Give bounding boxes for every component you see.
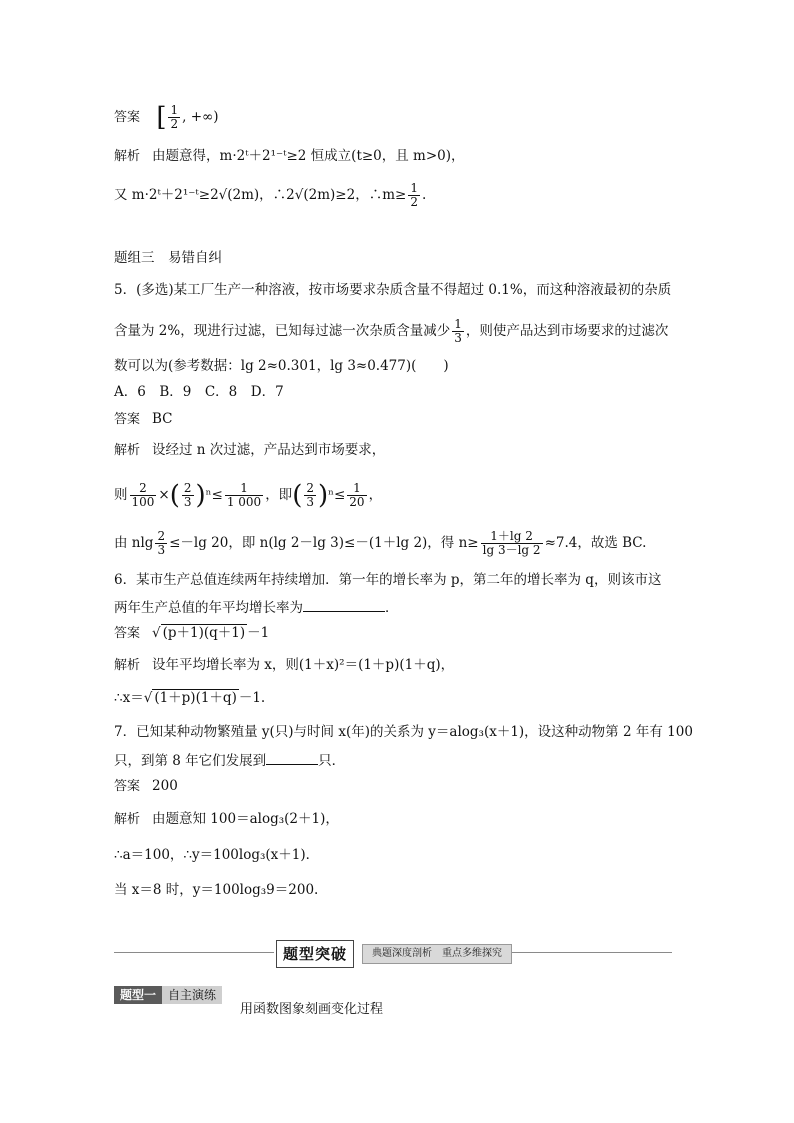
q5-answer: BC [152, 411, 173, 427]
analysis-label: 解析 [114, 812, 141, 827]
fraction: $\frac{1+\lg 2}{\lg 3-\lg 2}$ [482, 529, 541, 557]
fill-blank [266, 750, 318, 765]
q6-answer-line: 答案 √ (p＋1)(q＋1) －1 [114, 625, 270, 641]
q6-line-1: 6．某市生产总值连续两年持续增加．第一年的增长率为 p，第二年的增长率为 q，则该市这 [114, 572, 662, 588]
q7-answer-line [114, 776, 178, 797]
q7-answer: 200 [152, 778, 178, 794]
q5-analysis-line-2: 则 $\frac{2}{100}$ ×( $\frac{2}{3}$ )ⁿ≤ $\frac{1}{1 000}$ ，即( $\frac{2}{3}$ )ⁿ≤ $\frac{1}{20}$ ， [114, 480, 383, 511]
fraction: $\frac{2}{3}$ [306, 481, 314, 509]
sqrt: (1＋p)(1＋q) [154, 690, 237, 706]
fill-blank [303, 597, 385, 612]
fraction: $\frac{2}{3}$ [183, 481, 192, 509]
q7-line-2: 只，到第 8 年它们发展到 只． [114, 750, 345, 771]
q5-line-2: 含量为 2%，现进行过滤，已知每过滤一次杂质含量减少 $\frac{1}{3}$ ，则使产品达到市场要求的过滤次 [114, 317, 669, 345]
analysis-label: 解析 [114, 149, 141, 164]
analysis-label: 解析 [114, 443, 141, 458]
prev-analysis-line-2: 又 m·2ᵗ＋2¹⁻ᵗ≥2√(2m)，∴2√(2m)≥2，∴m≥ $\frac{1}{2}$ . [114, 181, 427, 209]
q5-analysis-line-3: 由 nlg $\frac{2}{3}$ ≤－lg 20，即 n(lg 2－lg 3)≤－(1＋lg 2)，得 n≥ $\frac{1+\lg 2}{\lg 3-\lg 2}$ ≈7.4，故选 BC. [114, 529, 647, 557]
fraction: $\frac{1}{2}$ [410, 181, 418, 209]
q7-analysis-line-1: 解析 由题意知 100＝alog₃(2＋1)， [114, 811, 339, 827]
section-tag: 典题深度剖析 重点多维探究 [362, 944, 512, 964]
q6-analysis-line-2: ∴x＝√ (1＋p)(1＋q) －1. [114, 690, 266, 706]
fraction: $\frac{1}{1 000}$ [226, 481, 262, 509]
q5-answer-line [114, 409, 173, 430]
analysis-label: 解析 [114, 658, 141, 673]
prev-answer-line: 答案 [ $\frac{1}{2}$ , +∞) [114, 102, 219, 133]
divider [114, 952, 274, 953]
prev-analysis-line: 解析 由题意得，m·2ᵗ＋2¹⁻ᵗ≥2 恒成立(t≥0，且 m>0)， [114, 148, 465, 164]
q5-line-1: 5．(多选)某工厂生产一种溶液，按市场要求杂质含量不得超过 0.1%，而这种溶液最初的杂质 [114, 282, 672, 298]
fraction: $\frac{2}{3}$ [157, 529, 166, 557]
answer-label: 答案 [114, 779, 141, 794]
answer-label: 答案 [114, 110, 141, 125]
q7-line-1: 7．已知某种动物繁殖量 y(只)与时间 x(年)的关系为 y＝alog₃(x＋1)，设这种动物第 2 年有 100 [114, 724, 693, 740]
q5-analysis-line-1: 解析 设经过 n 次过滤，产品达到市场要求， [114, 442, 386, 458]
q7-analysis-line-2: ∴a＝100，∴y＝100log₃(x＋1)． [114, 847, 320, 863]
fraction: $\frac{2}{100}$ [131, 481, 155, 509]
fraction: $\frac{1}{2}$ [170, 103, 179, 131]
type-badge: 题型一 自主演练 [114, 986, 222, 1004]
q5-options: A．6 B．9 C．8 D．7 [114, 384, 284, 400]
fraction: $\frac{1}{3}$ [454, 317, 462, 345]
fraction: $\frac{1}{20}$ [349, 481, 365, 509]
section-title: 题型突破 [276, 940, 354, 968]
q7-analysis-line-3: 当 x＝8 时，y＝100log₃9＝200. [114, 882, 319, 898]
q5-line-3: 数可以为(参考数据：lg 2≈0.301，lg 3≈0.477)( ) [114, 358, 449, 374]
q6-line-2: 两年生产总值的年平均增长率为 ． [114, 597, 399, 618]
type-subtitle: 用函数图象刻画变化过程 [240, 1002, 384, 1017]
answer-label: 答案 [114, 412, 141, 427]
sqrt: (p＋1)(q＋1) [162, 625, 246, 641]
group-title: 题组三 易错自纠 [114, 250, 222, 266]
divider [512, 952, 672, 953]
answer-label: 答案 [114, 626, 141, 641]
q6-analysis-line-1: 解析 设年平均增长率为 x，则(1＋x)²＝(1＋p)(1＋q)， [114, 657, 455, 673]
